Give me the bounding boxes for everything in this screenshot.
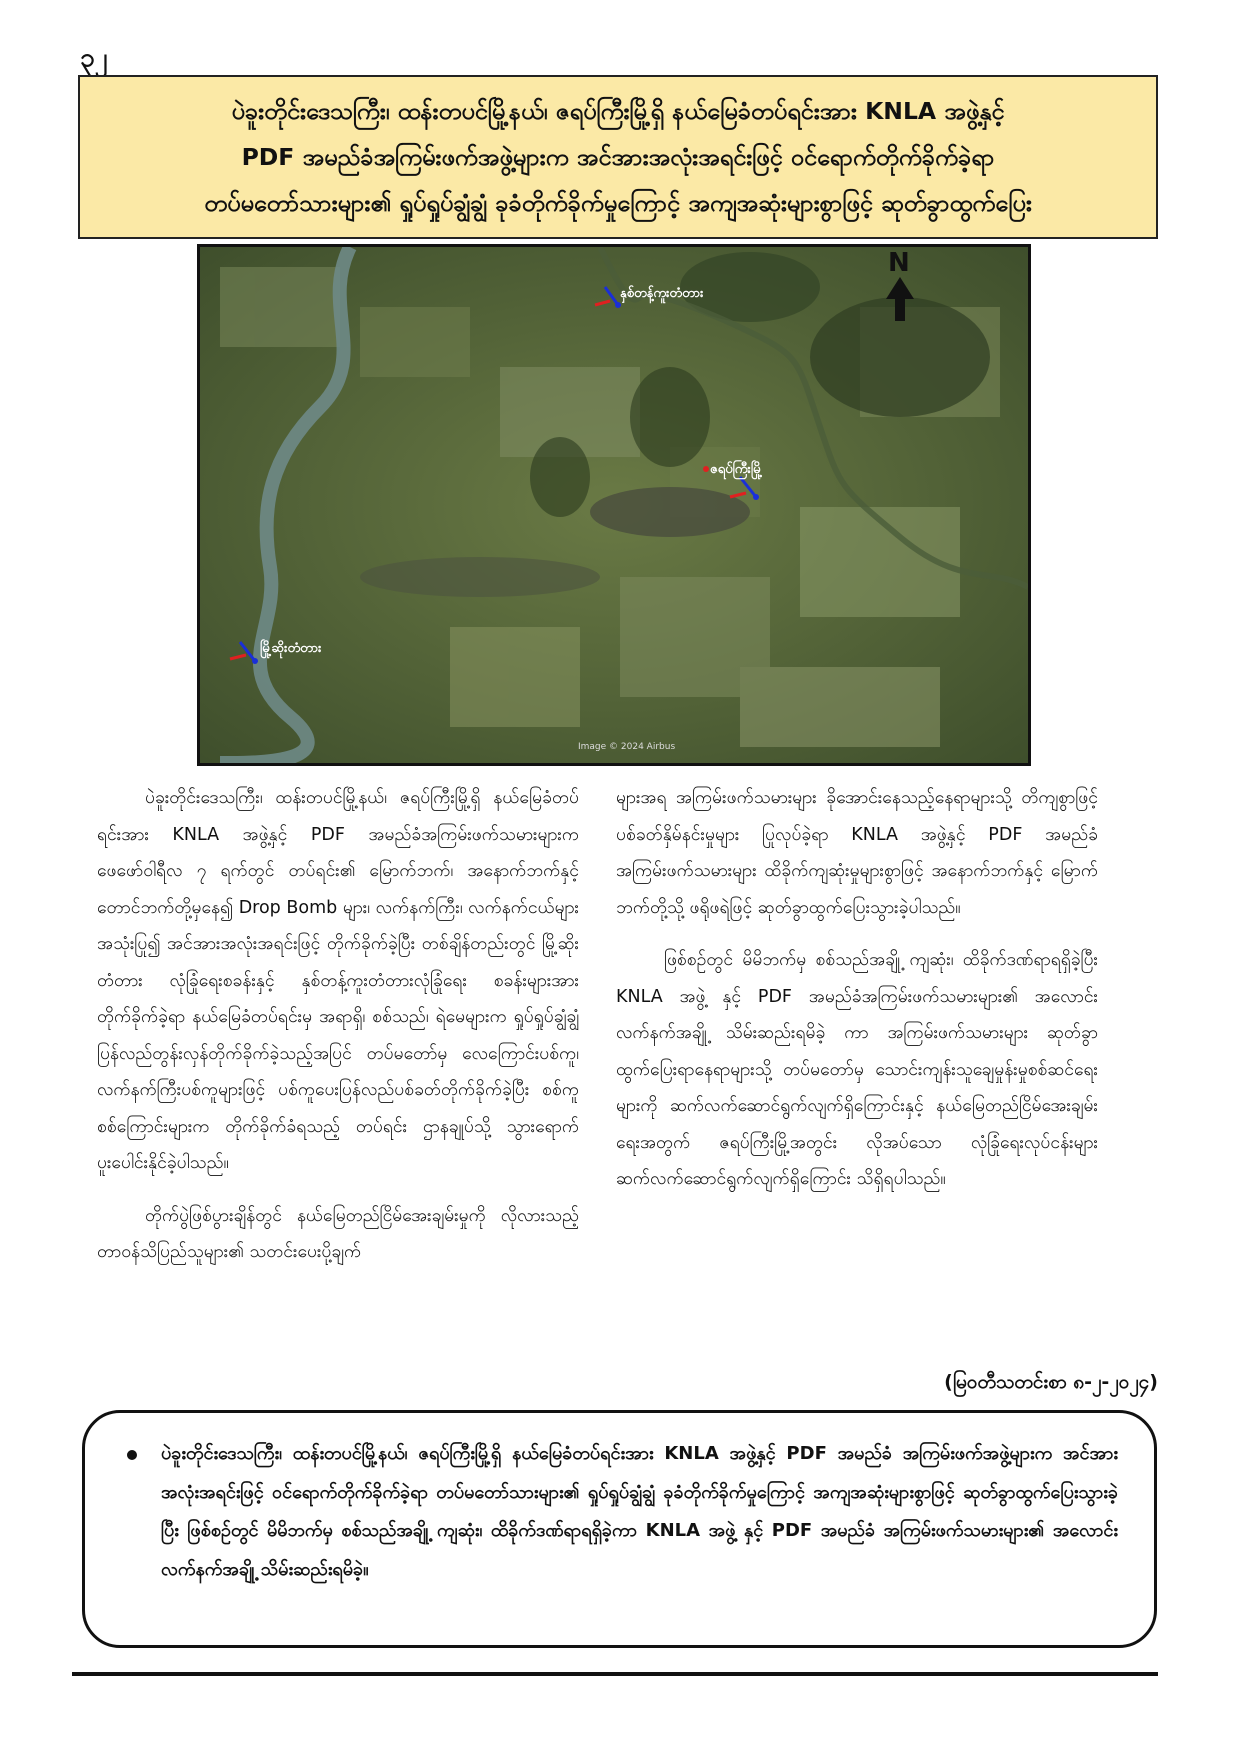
summary-box (82, 1410, 1157, 1648)
article-paragraph: များအရ အကြမ်းဖက်သမားများ ခိုအောင်းနေသည့်နေရာများသို့ တိကျစွာဖြင့်ပစ်ခတ်နှိမ်နင်းမှုများ ပြုလုပ်ခဲ့ရာ KNLA အဖွဲ့နှင့် PDF အမည်ခံ အကြမ်းဖက်သမားများ ထိခိုက်ကျဆုံးမှုများစွာဖြင့် အနောက်ဘက်နှင့် မြောက်ဘက်တို့သို့ ဖရိုဖရဲဖြင့် ဆုတ်ခွာထွက်ပြေးသွားခဲ့ပါသည်။ (616, 788, 1098, 918)
map-label-town: ဇရပ်ကြီးမြို့ (710, 462, 763, 477)
summary-item: ပဲခူးတိုင်းဒေသကြီး၊ ထန်းတပင်မြို့နယ်၊ ဇရပ်ကြီးမြို့ရှိ နယ်မြေခံတပ်ရင်းအား KNLA အဖွဲ့နှင့် PDF အမည်ခံ အကြမ်းဖက်အဖွဲ့များက အင်အားအလုံးအရင်းဖြင့် ဝင်ရောက်တိုက်ခိုက်ခဲ့ရာ တပ်မတော်သားများ၏ ရှုပ်ရှုပ်ချွံချွံ ခုခံတိုက်ခိုက်မှုကြောင့် အကျအဆုံးများစွာဖြင့် ဆုတ်ခွာထွက်ပြေးသွားခဲ့ပြီး ဖြစ်စဉ်တွင် မိမိဘက်မှ စစ်သည်အချို့ ကျဆုံး၊ ထိခိုက်ဒဏ်ရာရရှိခဲ့ကာ KNLA အဖွဲ့ နှင့် PDF အမည်ခံ အကြမ်းဖက်သမားများ၏ အလောင်းလက်နက်အချို့ သိမ်းဆည်းရမိခဲ့။ (161, 1443, 1118, 1580)
summary-list (121, 1435, 1118, 1589)
bullet-icon (127, 1450, 137, 1460)
map-label-southwest-bridge: မြို့ဆိုးတံတား (260, 641, 322, 656)
map-credit: Image © 2024 Airbus (578, 742, 676, 752)
article-paragraph: ဖြစ်စဉ်တွင် မိမိဘက်မှ စစ်သည်အချို့ ကျဆုံး၊ ထိခိုက်ဒဏ်ရာရရှိခဲ့ပြီး KNLA အဖွဲ့ နှင့် PDF အမည်ခံအကြမ်းဖက်သမားများ၏ အလောင်းလက်နက်အချို့ သိမ်းဆည်းရမိခဲ့ ကာ အကြမ်းဖက်သမားများ ဆုတ်ခွာထွက်ပြေးရာနေရာများသို့ တပ်မတော်မှ သောင်းကျန်းသူချေမှုန်းမှုစစ်ဆင်ရေးများကို ဆက်လက်ဆောင်ရွက်လျက်ရှိကြောင်းနှင့် နယ်မြေတည်ငြိမ်အေးချမ်းရေးအတွက် ဇရပ်ကြီးမြို့အတွင်း လိုအပ်သော လုံခြုံရေးလုပ်ငန်းများ ဆက်လက်ဆောင်ရွက်လျက်ရှိကြောင်း သိရှိရပါသည်။ (616, 950, 1098, 1189)
satellite-map (197, 244, 1031, 766)
article-right-column (616, 780, 1098, 1214)
satellite-map-image (200, 247, 1028, 763)
headline-box (78, 75, 1158, 239)
article-paragraph: တိုက်ပွဲဖြစ်ပွားချိန်တွင် နယ်မြေတည်ငြိမ်အေးချမ်းမှုကို လိုလားသည့် တာဝန်သိပြည်သူများ၏ သတင်းပေးပို့ချက် (97, 1205, 579, 1262)
north-label: N (888, 248, 910, 278)
article-left-column (97, 780, 579, 1287)
source-citation: (မြဝတီသတင်းစာ ၈-၂-၂၀၂၄) (944, 1371, 1158, 1393)
article-paragraph: ပဲခူးတိုင်းဒေသကြီး၊ ထန်းတပင်မြို့နယ်၊ ဇရပ်ကြီးမြို့ရှိ နယ်မြေခံတပ်ရင်းအား KNLA အဖွဲ့နှင့် PDF အမည်ခံအကြမ်းဖက်သမားများက ဖေဖော်ဝါရီလ ၇ ရက်တွင် တပ်ရင်း၏ မြောက်ဘက်၊ အနောက်ဘက်နှင့်တောင်ဘက်တို့မှနေ၍ Drop Bomb များ၊ လက်နက်ကြီး၊ လက်နက်ငယ်များ အသုံးပြု၍ အင်အားအလုံးအရင်းဖြင့် တိုက်ခိုက်ခဲ့ပြီး တစ်ချိန်တည်းတွင် မြို့ဆိုးတံတား လုံခြုံရေးစခန်းနှင့် နှစ်တန့်ကူးတံတားလုံခြုံရေး စခန်းများအား တိုက်ခိုက်ခဲ့ရာ နယ်မြေခံတပ်ရင်းမှ အရာရှိ၊ စစ်သည်၊ ရဲမေများက ရှုပ်ရှုပ်ချွံချွံ ပြန်လည်တွန်းလှန်တိုက်ခိုက်ခဲ့သည့်အပြင် တပ်မတော်မှ လေကြောင်းပစ်ကူ၊ လက်နက်ကြီးပစ်ကူများဖြင့် ပစ်ကူပေးပြန်လည်ပစ်ခတ်တိုက်ခိုက်ခဲ့ပြီး စစ်ကူစစ်ကြောင်းများက တိုက်ခိုက်ခံရသည့် တပ်ရင်း ဌာနချုပ်သို့ သွားရောက်ပူးပေါင်းနိုင်ခဲ့ပါသည်။ (97, 788, 579, 1173)
page-number: ၃၂ (80, 43, 108, 73)
headline-line-2: PDF အမည်ခံအကြမ်းဖက်အဖွဲ့များက အင်အားအလုံးအရင်းဖြင့် ဝင်ရောက်တိုက်ခိုက်ခဲ့ရာ (241, 143, 995, 171)
headline-line-3: တပ်မတော်သားများ၏ ရှုပ်ရှုပ်ချွံချွံ ခုခံတိုက်ခိုက်မှုကြောင့် အကျအဆုံးများစွာဖြင့် ဆုတ်ခွာထွက်ပြေး (204, 189, 1032, 217)
headline-line-1: ပဲခူးတိုင်းဒေသကြီး၊ ထန်းတပင်မြို့နယ်၊ ဇရပ်ကြီးမြို့ရှိ နယ်မြေခံတပ်ရင်းအား KNLA အဖွဲ့နှင့် (231, 97, 1005, 125)
map-label-north-bridge: နှစ်တန့်ကူးတံတား (620, 286, 704, 301)
bottom-divider (72, 1672, 1158, 1676)
